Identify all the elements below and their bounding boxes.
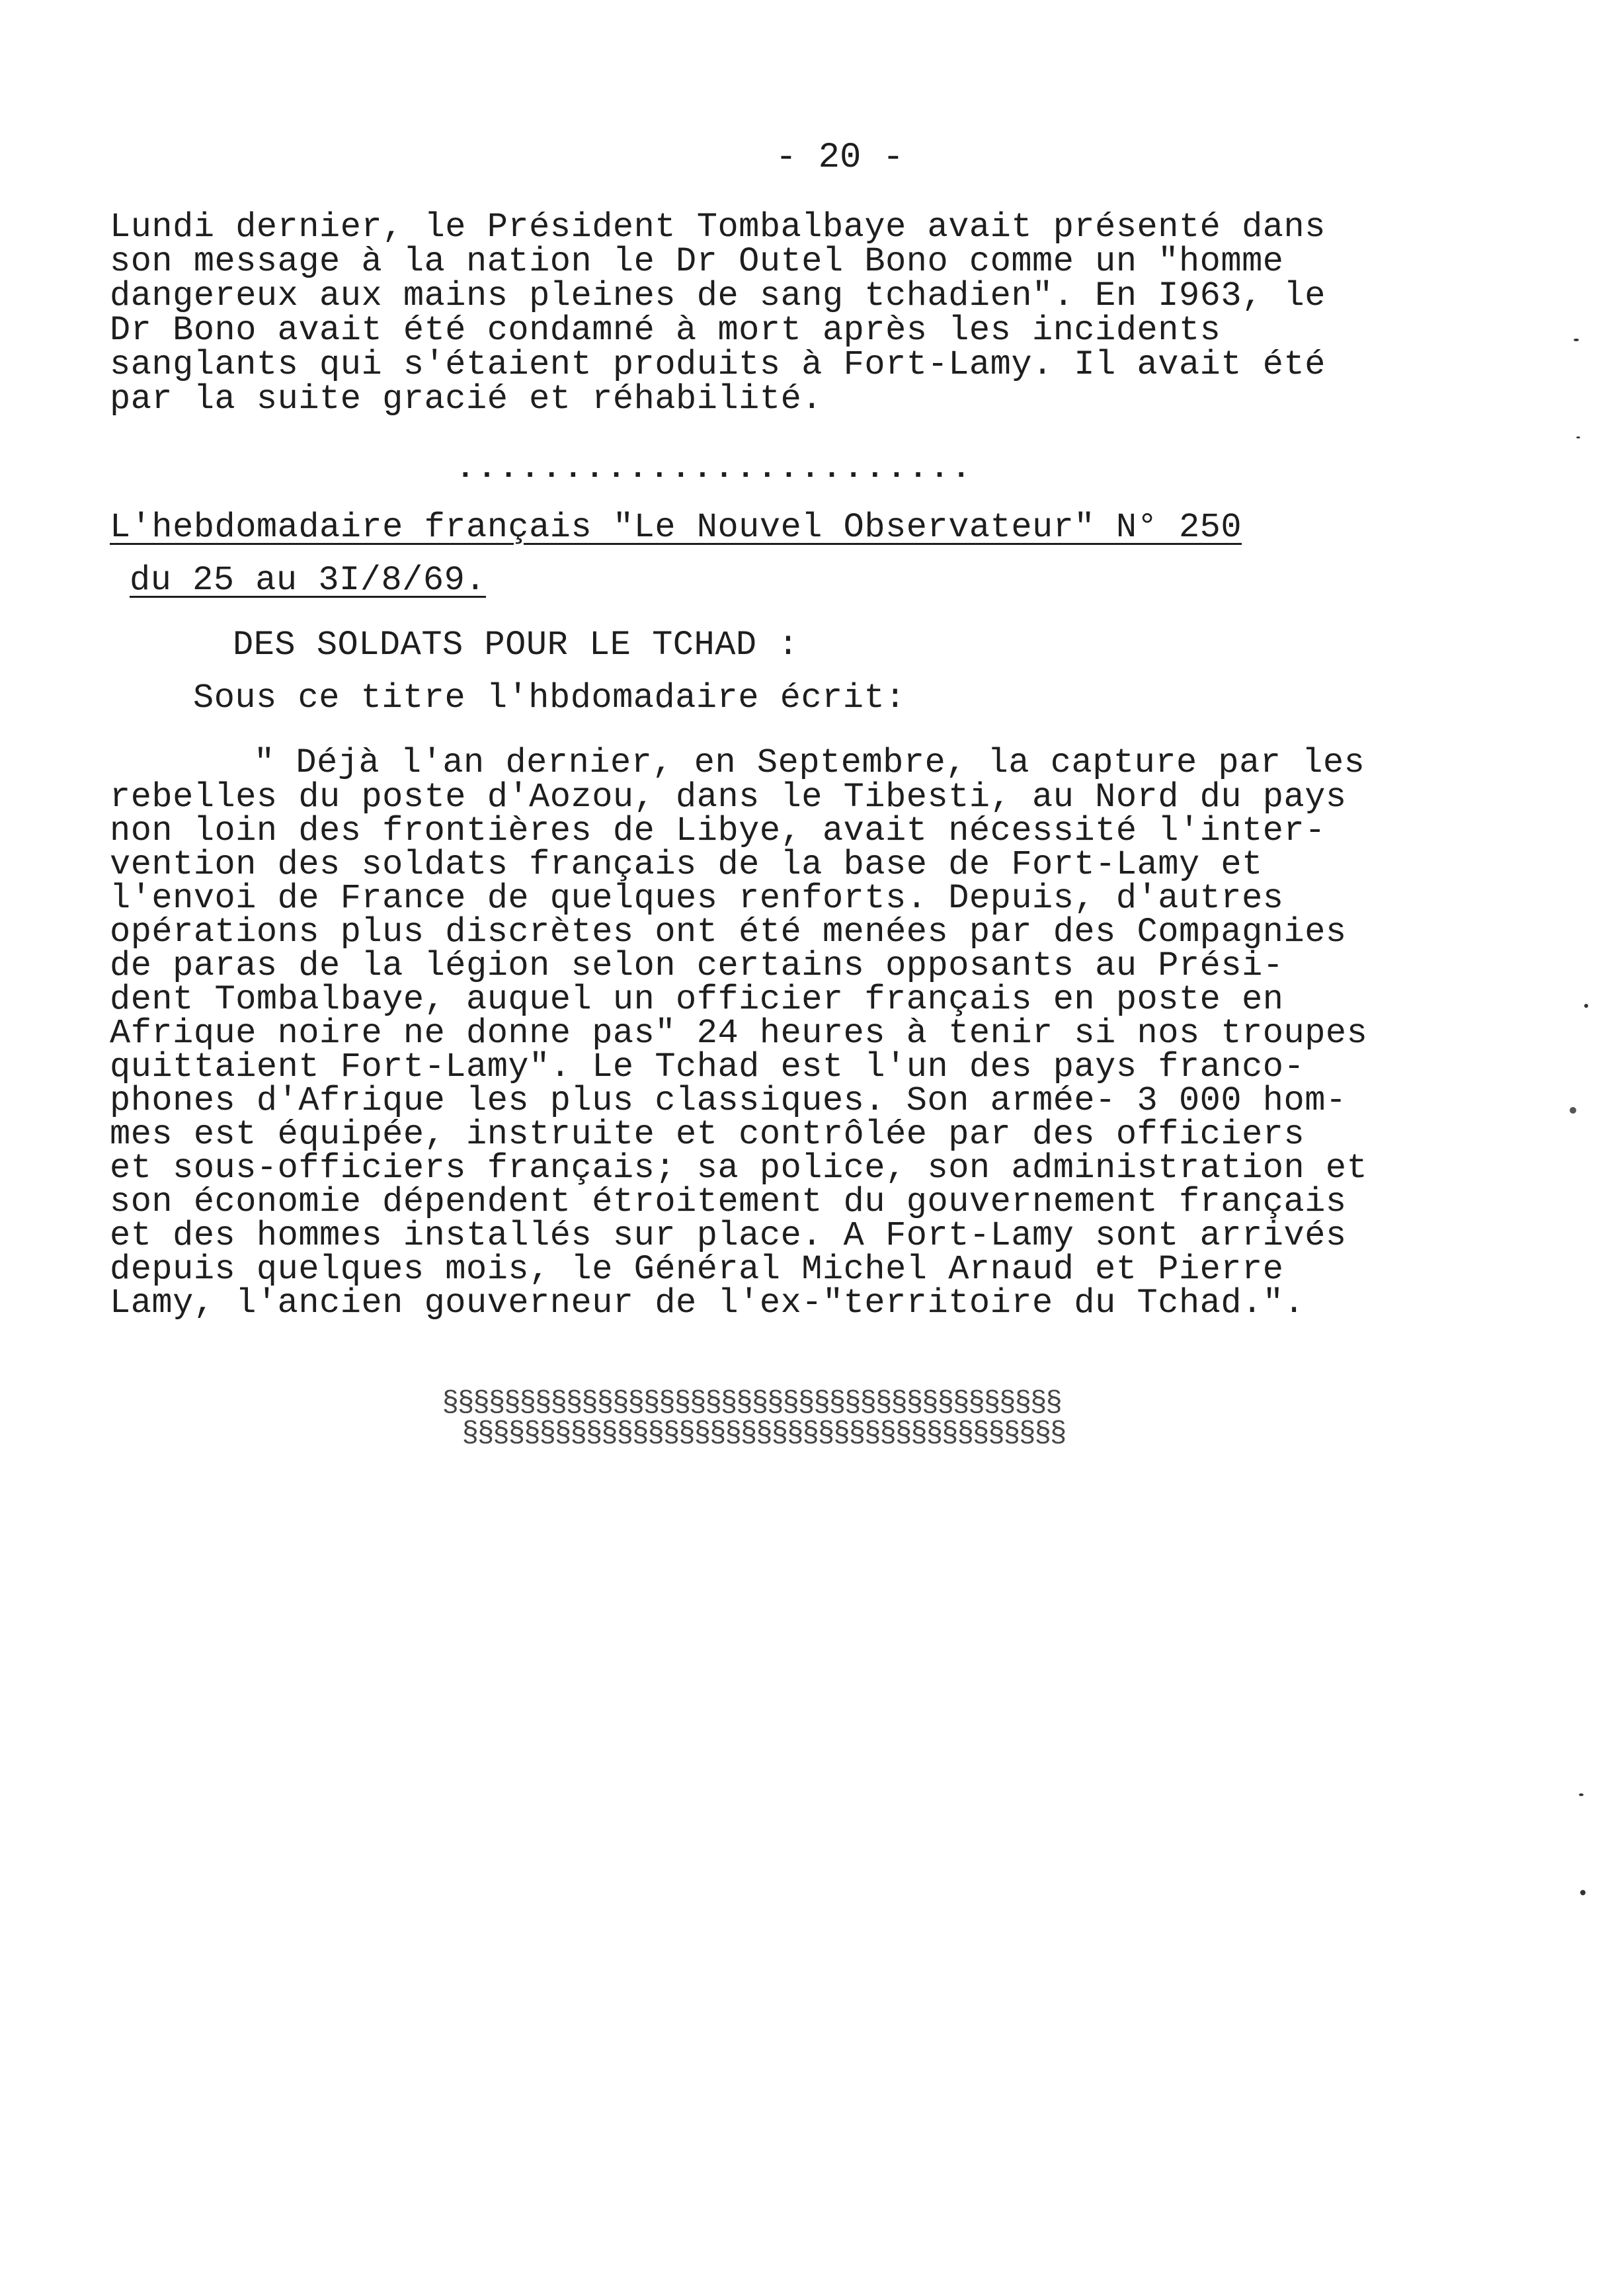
quote-line: mes est équipée, instruite et contrôlée par des officiers: [110, 1115, 1305, 1154]
source-heading-line: du 25 au 3I/8/69.: [130, 561, 486, 600]
quote-line: Lamy, l'ancien gouverneur de l'ex-"territoire du Tchad.".: [110, 1284, 1305, 1323]
quote-line: phones d'Afrique les plus classiques. Son armée- 3 000 hom-: [110, 1081, 1347, 1120]
paragraph-line: Dr Bono avait été condamné à mort après les incidents: [110, 311, 1221, 350]
quote-line: dent Tombalbaye, auquel un officier français en poste en: [110, 980, 1284, 1019]
quote-line: " Déjà l'an dernier, en Septembre, la capture par les: [254, 743, 1365, 782]
paragraph-line: Lundi dernier, le Président Tombalbaye avait présenté dans: [110, 208, 1326, 247]
quote-line: et sous-officiers français; sa police, son administration et: [110, 1149, 1368, 1188]
separator-dots: ........................: [456, 452, 974, 486]
quote-line: opérations plus discrètes ont été menées par des Compagnies: [110, 913, 1347, 952]
quote-line: Afrique noire ne donne pas" 24 heures à tenir si nos troupes: [110, 1014, 1368, 1053]
quote-line: son économie dépendent étroitement du gouvernement français: [110, 1182, 1347, 1221]
scan-speck: [1574, 339, 1579, 341]
paragraph-line: par la suite gracié et réhabilité.: [110, 380, 823, 419]
scan-speck: [1584, 1004, 1588, 1008]
closing-section-marks: §§§§§§§§§§§§§§§§§§§§§§§§§§§§§§§§§§§§§§§: [462, 1417, 1065, 1450]
paragraph-line: dangereux aux mains pleines de sang tchadien". En I963, le: [110, 276, 1326, 315]
quote-line: de paras de la légion selon certains opposants au Prési-: [110, 946, 1284, 985]
quote-line: l'envoi de France de quelques renforts. Depuis, d'autres: [110, 879, 1284, 918]
paragraph-line: son message à la nation le Dr Outel Bono comme un "homme: [110, 242, 1284, 281]
scan-speck: [1570, 1107, 1576, 1114]
scan-speck: [1580, 1890, 1586, 1895]
quote-line: et des hommes installés sur place. A Fort-Lamy sont arrivés: [110, 1216, 1347, 1255]
page-number: - 20 -: [775, 138, 904, 178]
quote-line: quittaient Fort-Lamy". Le Tchad est l'un des pays franco-: [110, 1047, 1305, 1086]
quote-line: depuis quelques mois, le Général Michel Arnaud et Pierre: [110, 1250, 1284, 1289]
quote-line: non loin des frontières de Libye, avait nécessité l'inter-: [110, 811, 1326, 850]
scan-speck: [1576, 436, 1580, 438]
scan-speck: [1579, 1793, 1584, 1796]
paragraph-line: sanglants qui s'étaient produits à Fort-Lamy. Il avait été: [110, 345, 1326, 384]
article-title: DES SOLDATS POUR LE TCHAD :: [233, 626, 799, 665]
quote-line: rebelles du poste d'Aozou, dans le Tibesti, au Nord du pays: [110, 778, 1347, 817]
source-heading-line: L'hebdomadaire français "Le Nouvel Observateur" N° 250: [110, 508, 1242, 547]
quote-line: vention des soldats français de la base de Fort-Lamy et: [110, 845, 1263, 884]
closing-section-marks: §§§§§§§§§§§§§§§§§§§§§§§§§§§§§§§§§§§§§§§§: [442, 1387, 1061, 1420]
intro-line: Sous ce titre l'hbdomadaire écrit:: [193, 678, 906, 718]
